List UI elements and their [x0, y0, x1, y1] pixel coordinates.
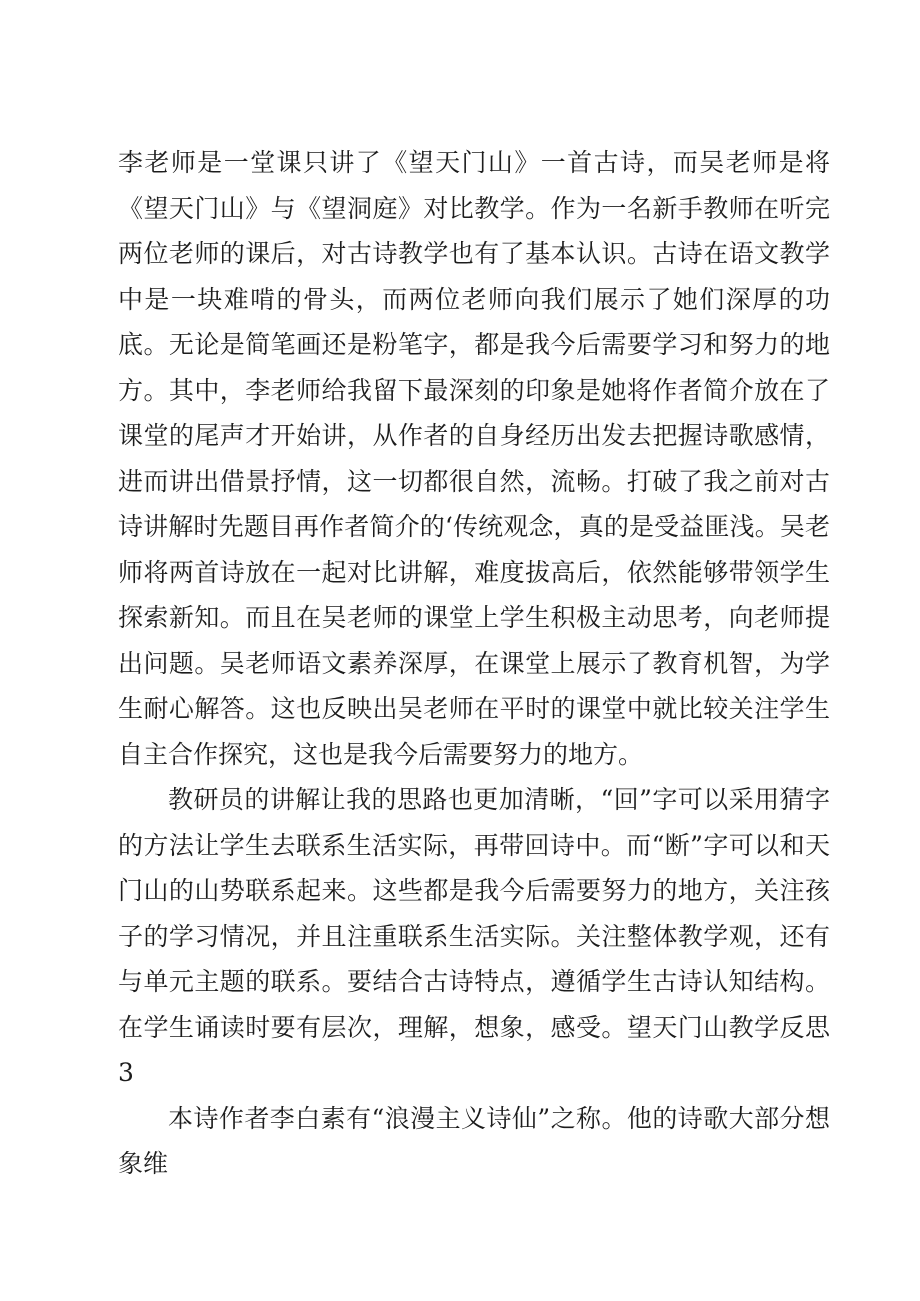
paragraph-3: 本诗作者李白素有“浪漫主义诗仙”之称。他的诗歌大部分想象维 [118, 1103, 830, 1178]
paragraph-2: 教研员的讲解让我的思路也更加清晰，“回”字可以采用猜字的方法让学生去联系生活实际，再带回诗中。而“断”字可以和天门山的山势联系起来。这些都是我今后需要努力的地方，关注孩子的学习情况，并且注重联系生活实际。关注整体教学观，还有与单元主题的联系。要结合古诗特点，遵循学生古诗认知结构。在学生诵读时要有层次，理解，想象，感受。望天门山教学反思3 [118, 785, 830, 1087]
paragraph-1: 李老师是一堂课只讲了《望天门山》一首古诗，而吴老师是将《望天门山》与《望洞庭》对比教学。作为一名新手教师在听完两位老师的课后，对古诗教学也有了基本认识。古诗在语文教学中是一块难啃的骨头，而两位老师向我们展示了她们深厚的功底。无论是简笔画还是粉笔字，都是我今后需要学习和努力的地方。其中，李老师给我留下最深刻的印象是她将作者简介放在了课堂的尾声才开始讲，从作者的自身经历出发去把握诗歌感情，进而讲出借景抒情，这一切都很自然，流畅。打破了我之前对古诗讲解时先题目再作者简介的‘传统观念，真的是受益匪浅。吴老师将两首诗放在一起对比讲解，难度拔高后，依然能够带领学生探索新知。而且在吴老师的课堂上学生积极主动思考，向老师提出问题。吴老师语文素养深厚，在课堂上展示了教育机智，为学生耐心解答。这也反映出吴老师在平时的课堂中就比较关注学生自主合作探究，这也是我今后需要努力的地方。 [118, 148, 830, 769]
body-text [118, 140, 830, 1187]
